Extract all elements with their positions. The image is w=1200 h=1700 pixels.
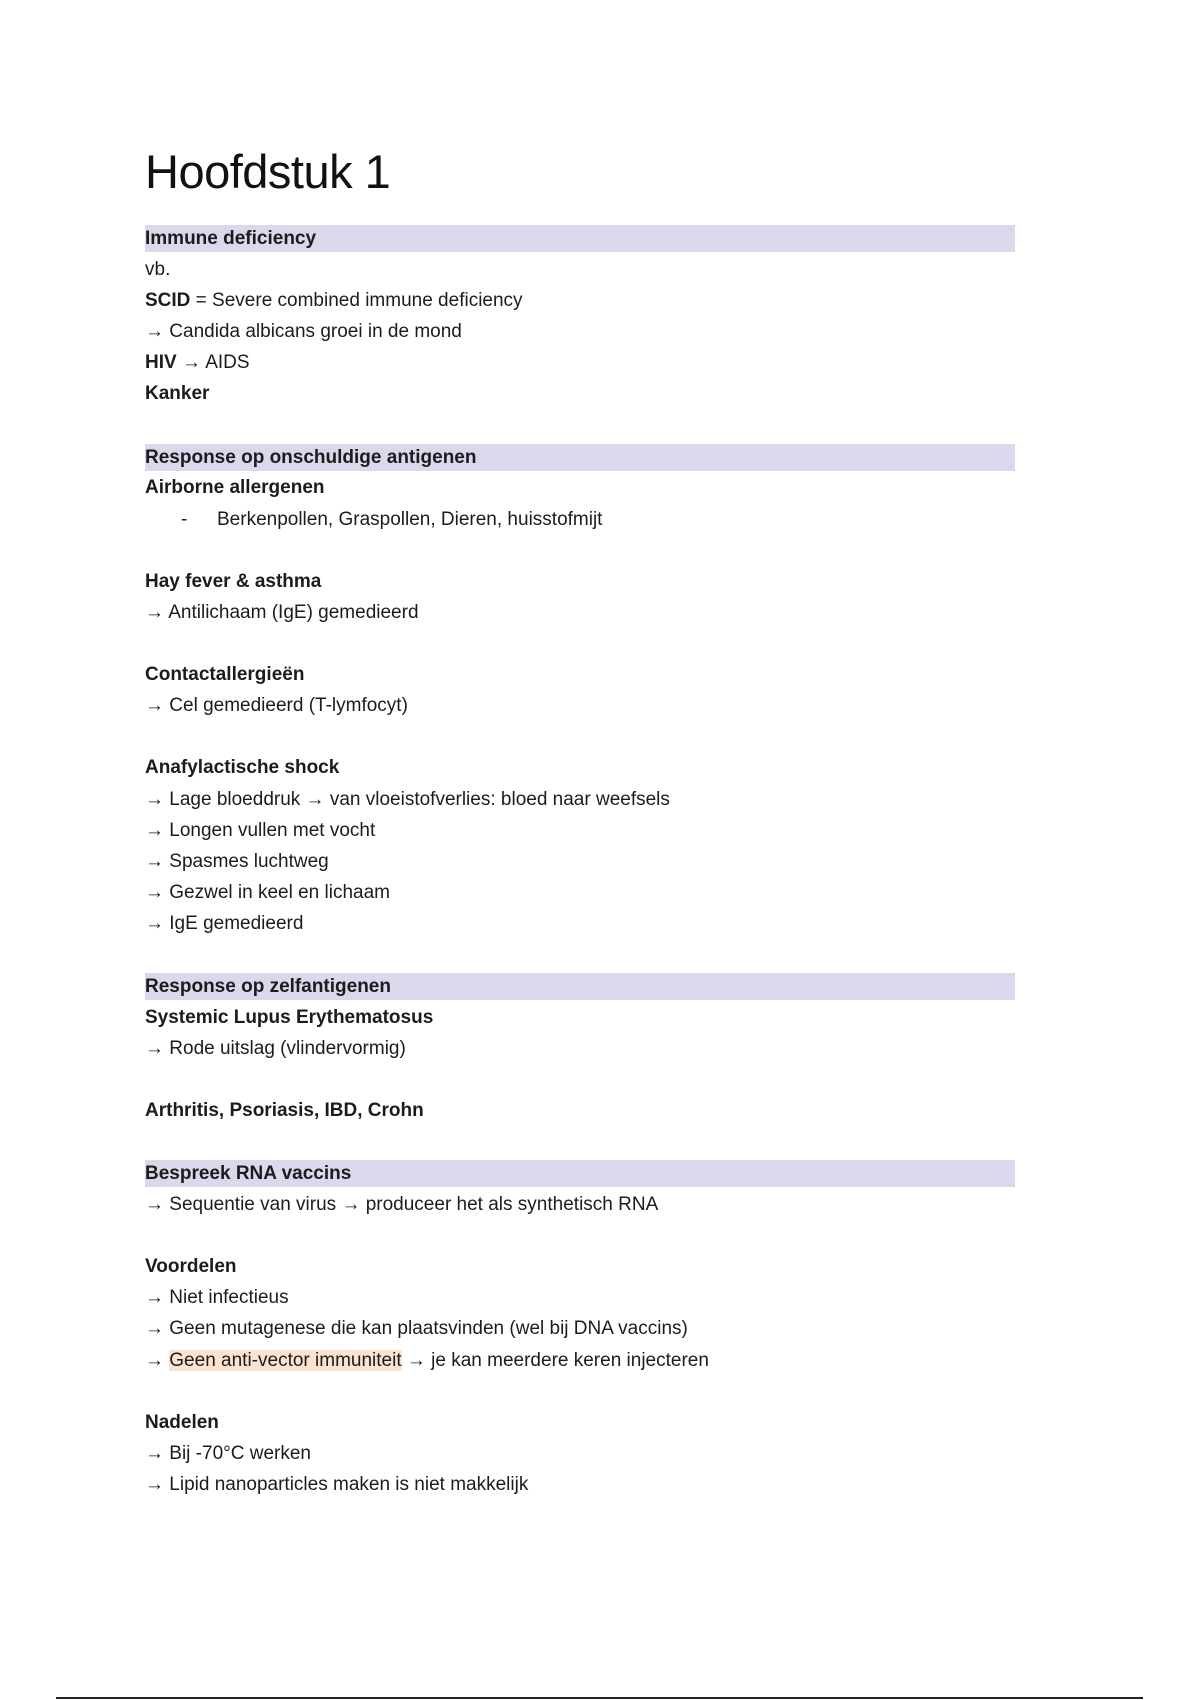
highlighted-text: Geen anti-vector immuniteit [169, 1350, 402, 1371]
page-title: Hoofdstuk 1 [145, 145, 391, 198]
nadeel-item: → Lipid nanoparticles maken is niet makkelijk [145, 1474, 529, 1495]
section-heading-rna-vaccins: Bespreek RNA vaccins [145, 1160, 1015, 1187]
voordeel-rest: → je kan meerdere keren injecteren [401, 1350, 709, 1371]
anafylactische-item: → Longen vullen met vocht [145, 820, 376, 841]
anafylactische-item: → Gezwel in keel en lichaam [145, 882, 390, 903]
contact-note: → Cel gemedieerd (T-lymfocyt) [145, 695, 408, 716]
anafylactische-item: → IgE gemedieerd [145, 913, 304, 934]
rna-intro: → Sequentie van virus → produceer het als synthetisch RNA [145, 1194, 659, 1215]
contact-heading: Contactallergieën [145, 664, 305, 685]
scid-line [145, 288, 523, 314]
nadeel-item: → Bij -70°C werken [145, 1443, 311, 1464]
footer-divider [56, 1697, 1143, 1699]
candida-line: → Candida albicans groei in de mond [145, 321, 462, 342]
section-heading-zelfantigenen: Response op zelfantigenen [145, 973, 1015, 1000]
anafylactische-item: → Lage bloeddruk → van vloeistofverlies: bloed naar weefsels [145, 789, 670, 810]
voordeel-item: → Niet infectieus [145, 1287, 289, 1308]
scid-definition: = Severe combined immune deficiency [190, 290, 523, 311]
anafylactische-item: → Spasmes luchtweg [145, 851, 329, 872]
hay-fever-note: → Antilichaam (IgE) gemedieerd [145, 602, 419, 623]
section-heading-onschuldige-antigenen: Response op onschuldige antigenen [145, 444, 1015, 471]
autoimmune-list: Arthritis, Psoriasis, IBD, Crohn [145, 1100, 424, 1121]
airborne-list-text: Berkenpollen, Graspollen, Dieren, huisstofmijt [217, 509, 603, 530]
kanker-line: Kanker [145, 383, 210, 404]
hiv-rest: → AIDS [176, 352, 250, 373]
voordelen-heading: Voordelen [145, 1256, 237, 1277]
voordeel-item: → Geen mutagenese die kan plaatsvinden (wel bij DNA vaccins) [145, 1318, 688, 1339]
hay-fever-heading: Hay fever & asthma [145, 571, 322, 592]
hiv-term: HIV [145, 352, 177, 373]
list-dash: - [181, 509, 188, 530]
example-label: vb. [145, 259, 171, 280]
scid-term: SCID [145, 290, 191, 311]
airborne-heading: Airborne allergenen [145, 477, 325, 498]
airborne-list-item [145, 507, 602, 533]
hiv-line [145, 350, 250, 376]
section-heading-immune-deficiency: Immune deficiency [145, 225, 1015, 252]
arrow: → [145, 1350, 170, 1371]
voordeel-item-highlighted [145, 1348, 709, 1374]
anafylactische-heading: Anafylactische shock [145, 757, 340, 778]
nadelen-heading: Nadelen [145, 1412, 219, 1433]
sle-note: → Rode uitslag (vlindervormig) [145, 1038, 406, 1059]
sle-heading: Systemic Lupus Erythematosus [145, 1007, 434, 1028]
